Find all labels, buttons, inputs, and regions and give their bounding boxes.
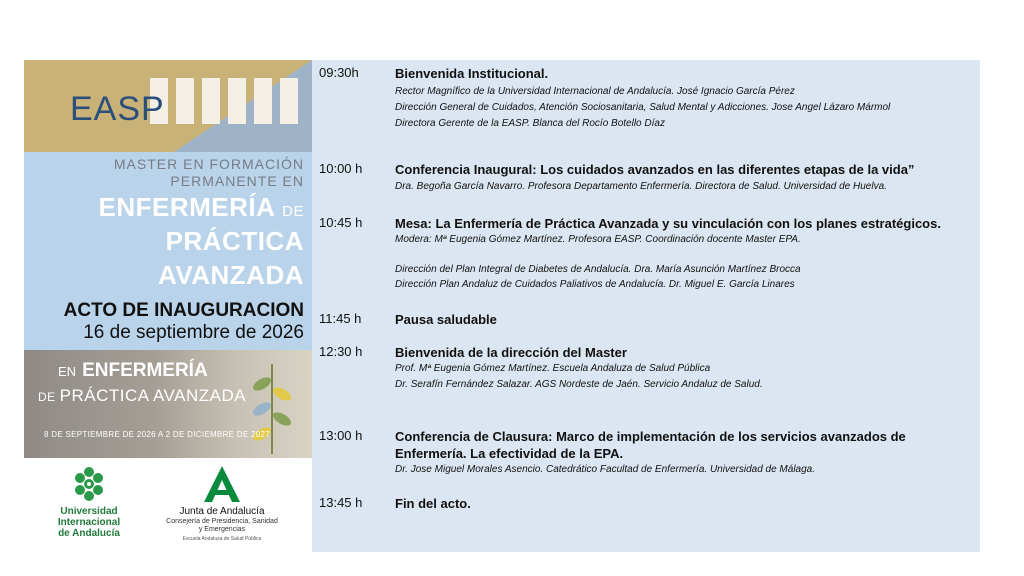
program-time: 10:45 h: [319, 215, 363, 230]
program-detail: Directora Gerente de la EASP. Blanca del Rocío Botello Díaz: [395, 118, 665, 129]
program-detail: Modera: Mª Eugenia Gómez Martínez. Profesora EASP. Coordinación docente Master EPA.: [395, 234, 801, 245]
program-detail: Dirección del Plan Integral de Diabetes de Andalucía. Dra. María Asunción Martínez Brocca: [395, 264, 801, 275]
master-line-1: MASTER EN FORMACIÓN: [113, 156, 304, 172]
promo-photo: [24, 350, 312, 458]
leaves-illustration: [242, 354, 302, 454]
photo-enfermeria: EN ENFERMERÍA: [58, 360, 208, 381]
easp-logo: EASP: [70, 90, 165, 128]
master-title-block: [24, 152, 312, 350]
junta-andalucia-logo-icon: [200, 464, 244, 504]
program-time: 10:00 h: [319, 161, 363, 176]
title-practica: PRÁCTICA: [165, 226, 304, 256]
junta-andalucia-name: Junta de Andalucía: [179, 506, 265, 517]
photo-dates: 8 DE SEPTIEMBRE DE 2026 A 2 DE DICIEMBRE DE 2027: [44, 430, 271, 439]
program-title: Mesa: La Enfermería de Práctica Avanzada y su vinculación con los planes estratégicos.: [395, 216, 941, 231]
program-panel: [312, 60, 980, 552]
uia-name: Universidad Internacional de Andalucía: [57, 506, 121, 539]
program-time: 12:30 h: [319, 344, 363, 359]
program-title: Conferencia Inaugural: Los cuidados avanzados en las diferentes etapas de la vida”: [395, 162, 915, 177]
program-detail: Dr. Jose Miguel Morales Asencio. Catedrático Facultad de Enfermería. Universidad de Málaga.: [395, 464, 816, 475]
acto-inauguracion: ACTO DE INAUGURACION: [63, 300, 304, 321]
program-title: Bienvenida de la dirección del Master: [395, 345, 627, 360]
program-detail: Dra. Begoña García Navarro. Profesora Departamento Enfermería. Directora de Salud. Universidad de Huelva.: [395, 181, 887, 192]
title-enfermeria: ENFERMERÍA DE: [98, 192, 304, 222]
program-title: Pausa saludable: [395, 312, 497, 327]
program-detail: Dirección General de Cuidados, Atención Sociosanitaria, Salud Mental y Adicciones. Jose Angel Lázaro Mármol: [395, 102, 891, 113]
program-time: 11:45 h: [319, 311, 362, 326]
event-date: 16 de septiembre de 2026: [83, 322, 304, 343]
logos-row: [24, 460, 312, 552]
easp-header: [24, 60, 312, 152]
program-detail: Prof. Mª Eugenia Gómez Martínez. Escuela Andaluza de Salud Pública: [395, 363, 711, 374]
program-detail: Dirección Plan Andaluz de Cuidados Paliativos de Andalucía. Dr. Miguel E. García Linares: [395, 279, 795, 290]
program-title: Bienvenida Institucional.: [395, 66, 549, 81]
easp-small-name: Escuela Andaluza de Salud Pública: [182, 536, 262, 542]
photo-practica: DE PRÁCTICA AVANZADA: [38, 386, 247, 405]
program-title: Fin del acto.: [395, 496, 471, 511]
program-title: Conferencia de Clausura: Marco de implementación de los servicios avanzados de Enfermería. La efectividad de la EPA.: [395, 429, 906, 461]
consejeria-name: Consejería de Presidencia, Sanidad y Emergencias: [166, 518, 278, 533]
program-time: 09:30h: [319, 65, 359, 80]
program-time: 13:45 h: [319, 495, 363, 510]
event-poster: [24, 60, 312, 552]
master-line-2: PERMANENTE EN: [170, 173, 304, 189]
program-detail: Rector Magnífico de la Universidad Internacional de Andalucía. José Ignacio García Pérez: [395, 86, 795, 97]
program-detail: Dr. Serafín Fernández Salazar. AGS Nordeste de Jaén. Servicio Andaluz de Salud.: [395, 379, 763, 390]
program-time: 13:00 h: [319, 428, 363, 443]
title-avanzada: AVANZADA: [157, 260, 304, 290]
uia-logo-icon: [54, 464, 124, 504]
easp-stripes: [150, 78, 298, 124]
